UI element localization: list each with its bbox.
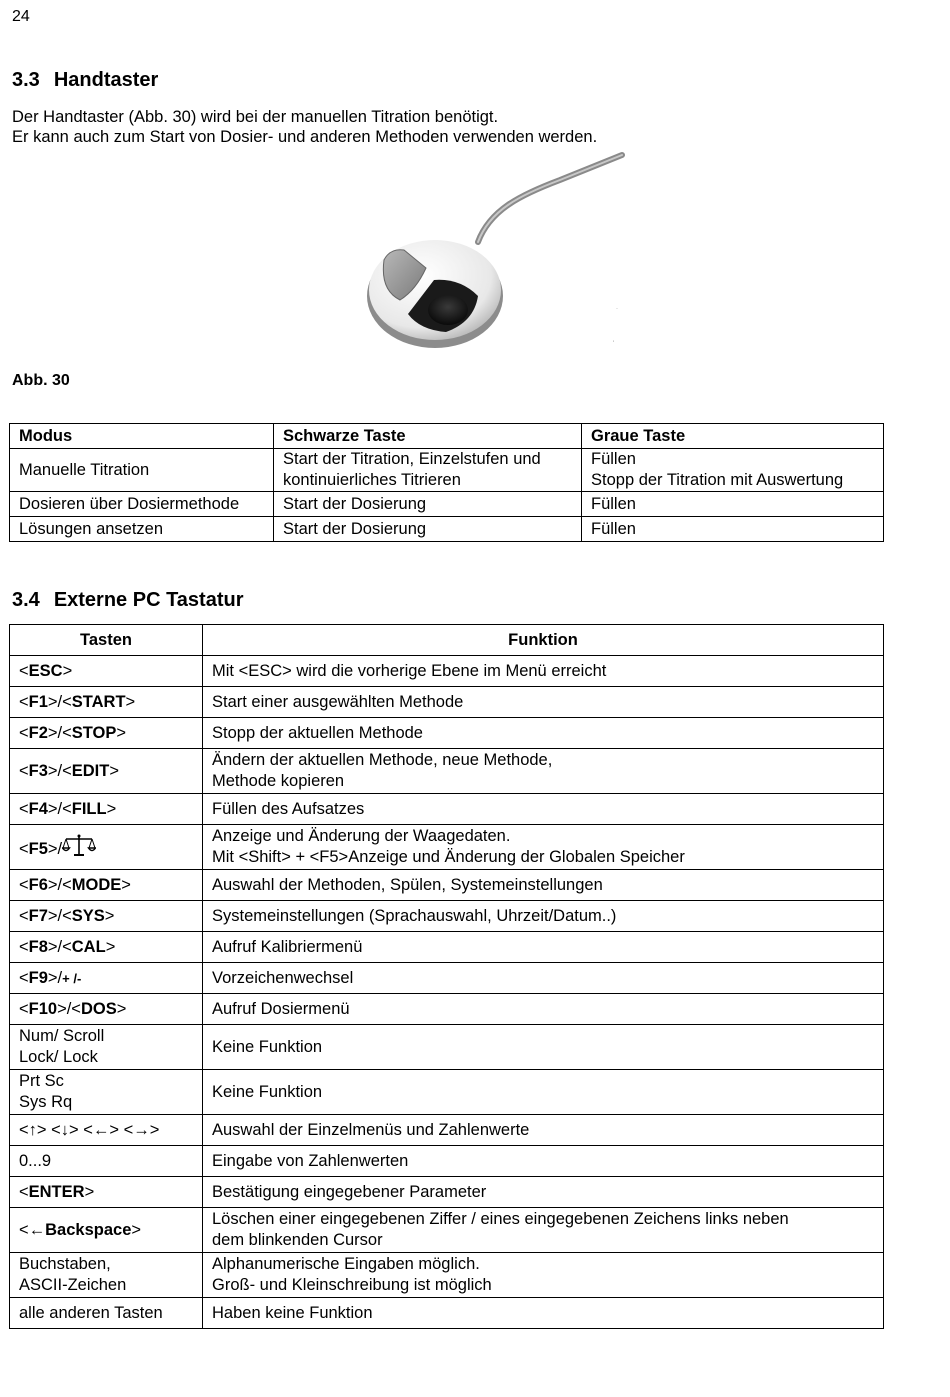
key-name: ENTER (28, 1183, 85, 1201)
function-cell (203, 794, 884, 825)
cell-line: kontinuierliches Titrieren (283, 471, 461, 489)
function-cell (203, 963, 884, 994)
key-alt-name: FILL (71, 800, 107, 818)
header-funktion: Funktion (203, 625, 884, 656)
key-cell (10, 1253, 203, 1298)
key-cell: <F1>/<START> (10, 687, 203, 718)
intro-text (12, 107, 597, 147)
table-row (10, 963, 884, 994)
table-header-row (10, 424, 884, 449)
section-number: 3.3 (12, 69, 40, 91)
function-line: Groß- und Kleinschreibung ist möglich (212, 1276, 492, 1294)
key-name: F7 (28, 907, 48, 925)
function-line: Keine Funktion (212, 1082, 323, 1101)
key-alt-name: CAL (71, 938, 106, 956)
function-line: Auswahl der Methoden, Spülen, Systemeinstellungen (212, 876, 603, 894)
key-cell: <F10>/<DOS> (10, 994, 203, 1025)
key-alt-name: + /- (62, 970, 82, 986)
key-cell (10, 1146, 203, 1177)
table-row (10, 932, 884, 963)
key-name: F4 (28, 800, 48, 818)
key-alt-name: SYS (71, 907, 105, 925)
table-row (10, 1146, 884, 1177)
table-row (10, 687, 884, 718)
function-cell (203, 1146, 884, 1177)
function-line: Vorzeichenwechsel (212, 969, 354, 987)
table-row (10, 749, 884, 794)
table-row (10, 1115, 884, 1146)
function-line: Mit <Shift> + <F5>Anzeige und Änderung der Globalen Speicher (212, 848, 685, 866)
table-row (10, 1070, 884, 1115)
header-graue-taste: Graue Taste (582, 424, 884, 449)
function-cell (203, 749, 884, 794)
function-cell (203, 1070, 884, 1115)
function-line: Eingabe von Zahlenwerten (212, 1152, 409, 1170)
cell-schwarz: Start der Dosierung (274, 492, 582, 517)
keyboard-table-body (10, 656, 884, 1329)
key-cell: <F6>/<MODE> (10, 870, 203, 901)
function-line: Methode kopieren (212, 772, 345, 790)
key-alt-name: START (71, 693, 126, 711)
svg-text:·: · (616, 306, 618, 312)
key-cell: <F3>/<EDIT> (10, 749, 203, 794)
function-cell (203, 687, 884, 718)
function-cell (203, 994, 884, 1025)
function-line: Start einer ausgewählten Methode (212, 693, 464, 711)
key-cell: <F2>/<STOP> (10, 718, 203, 749)
table-header-row (10, 625, 884, 656)
header-schwarze-taste: Schwarze Taste (274, 424, 582, 449)
function-line: dem blinkenden Cursor (212, 1231, 383, 1249)
key-cell: <F5>/ (10, 825, 203, 870)
cell-grau: Füllen (582, 492, 884, 517)
function-line: Füllen des Aufsatzes (212, 800, 365, 818)
balance-scale-icon (62, 834, 96, 858)
function-cell (203, 870, 884, 901)
function-cell (203, 901, 884, 932)
function-cell (203, 825, 884, 870)
key-line: Num/ Scroll (19, 1027, 105, 1045)
header-modus: Modus (10, 424, 274, 449)
table-row (10, 517, 884, 542)
keyboard-table (9, 624, 884, 1329)
svg-text:': ' (613, 341, 615, 347)
table-row (10, 825, 884, 870)
key-line: Prt Sc (19, 1072, 64, 1090)
function-line: Haben keine Funktion (212, 1304, 373, 1322)
table-row (10, 1177, 884, 1208)
page-number: 24 (12, 8, 30, 25)
function-line: Aufruf Kalibriermenü (212, 938, 363, 956)
function-line: Mit <ESC> wird die vorherige Ebene im Menü erreicht (212, 662, 607, 680)
cell-line: Stopp der Titration mit Auswertung (591, 471, 844, 489)
key-cell (10, 1070, 203, 1115)
key-text: alle anderen Tasten (19, 1304, 163, 1322)
function-cell (203, 1177, 884, 1208)
intro-line: Er kann auch zum Start von Dosier- und anderen Methoden verwenden werden. (12, 128, 598, 146)
table-row (10, 901, 884, 932)
table-row (10, 492, 884, 517)
table-row (10, 1208, 884, 1253)
cell-line: Füllen (591, 450, 636, 468)
key-name: F9 (28, 968, 48, 987)
cell-grau (582, 449, 884, 492)
function-line: Systemeinstellungen (Sprachauswahl, Uhrzeit/Datum..) (212, 907, 617, 925)
intro-line: Der Handtaster (Abb. 30) wird bei der manuellen Titration benötigt. (12, 108, 499, 126)
table-row (10, 718, 884, 749)
key-line: Lock/ Lock (19, 1048, 98, 1066)
table-row (10, 994, 884, 1025)
function-line: Bestätigung eingegebener Parameter (212, 1183, 487, 1201)
cell-modus: Manuelle Titration (10, 449, 274, 492)
key-cell: <ESC> (10, 656, 203, 687)
function-cell (203, 656, 884, 687)
function-line: Aufruf Dosiermenü (212, 1000, 350, 1018)
hand-switch-image (360, 150, 630, 360)
cell-modus: Lösungen ansetzen (10, 517, 274, 542)
key-alt-name: STOP (71, 724, 117, 742)
function-line: Anzeige und Änderung der Waagedaten. (212, 827, 511, 845)
section-3-3-heading (12, 69, 158, 92)
key-cell (10, 1025, 203, 1070)
function-line: Keine Funktion (212, 1037, 323, 1056)
table-row (10, 449, 884, 492)
key-line: Sys Rq (19, 1093, 73, 1111)
function-line: Löschen einer eingegebenen Ziffer / eines eingegebenen Zeichens links neben (212, 1210, 789, 1228)
key-cell: <F9>/+ /- (10, 963, 203, 994)
function-line: Stopp der aktuellen Methode (212, 724, 423, 742)
figure-caption: Abb. 30 (12, 372, 70, 389)
key-text: 0...9 (19, 1152, 52, 1170)
key-cell: <ENTER> (10, 1177, 203, 1208)
function-cell (203, 1298, 884, 1329)
key-name: F5 (28, 840, 48, 858)
table-row (10, 1298, 884, 1329)
function-line: Ändern der aktuellen Methode, neue Methode, (212, 751, 553, 769)
key-cell: <F7>/<SYS> (10, 901, 203, 932)
function-cell (203, 1208, 884, 1253)
key-name: F6 (28, 876, 48, 894)
cell-grau: Füllen (582, 517, 884, 542)
section-title: Handtaster (53, 69, 159, 91)
key-cell: <F8>/<CAL> (10, 932, 203, 963)
key-alt-name: EDIT (71, 761, 110, 780)
function-line: Alphanumerische Eingaben möglich. (212, 1255, 480, 1273)
function-cell (203, 1253, 884, 1298)
hand-switch-table (9, 423, 884, 542)
key-alt-name: DOS (80, 1000, 117, 1018)
key-cell: <←Backspace> (10, 1208, 203, 1253)
key-name: F3 (28, 761, 48, 780)
cell-schwarz (274, 449, 582, 492)
table-row (10, 1253, 884, 1298)
table-row (10, 656, 884, 687)
section-3-4-heading (12, 589, 244, 612)
cell-line: Start der Titration, Einzelstufen und (283, 450, 541, 468)
section-number: 3.4 (12, 589, 40, 611)
key-name: ←Backspace (28, 1220, 132, 1239)
cell-schwarz: Start der Dosierung (274, 517, 582, 542)
key-name: F2 (28, 724, 48, 742)
key-name: F1 (28, 693, 48, 711)
function-cell (203, 1115, 884, 1146)
key-alt-name: MODE (71, 876, 122, 894)
table-row (10, 794, 884, 825)
function-line: Auswahl der Einzelmenüs und Zahlenwerte (212, 1121, 530, 1139)
function-cell (203, 1025, 884, 1070)
cell-modus: Dosieren über Dosiermethode (10, 492, 274, 517)
key-cell (10, 1115, 203, 1146)
table-row (10, 1025, 884, 1070)
key-cell: <F4>/<FILL> (10, 794, 203, 825)
key-name: F8 (28, 938, 48, 956)
function-cell (203, 932, 884, 963)
key-name: ESC (28, 662, 63, 680)
key-name: F10 (28, 1000, 58, 1018)
header-tasten: Tasten (10, 625, 203, 656)
key-line: ASCII-Zeichen (19, 1276, 127, 1294)
key-cell (10, 1298, 203, 1329)
section-title: Externe PC Tastatur (53, 589, 244, 611)
table-row (10, 870, 884, 901)
key-line: Buchstaben, (19, 1255, 111, 1273)
arrow-keys: <↑> <↓> <←> <→> (19, 1121, 160, 1139)
function-cell (203, 718, 884, 749)
